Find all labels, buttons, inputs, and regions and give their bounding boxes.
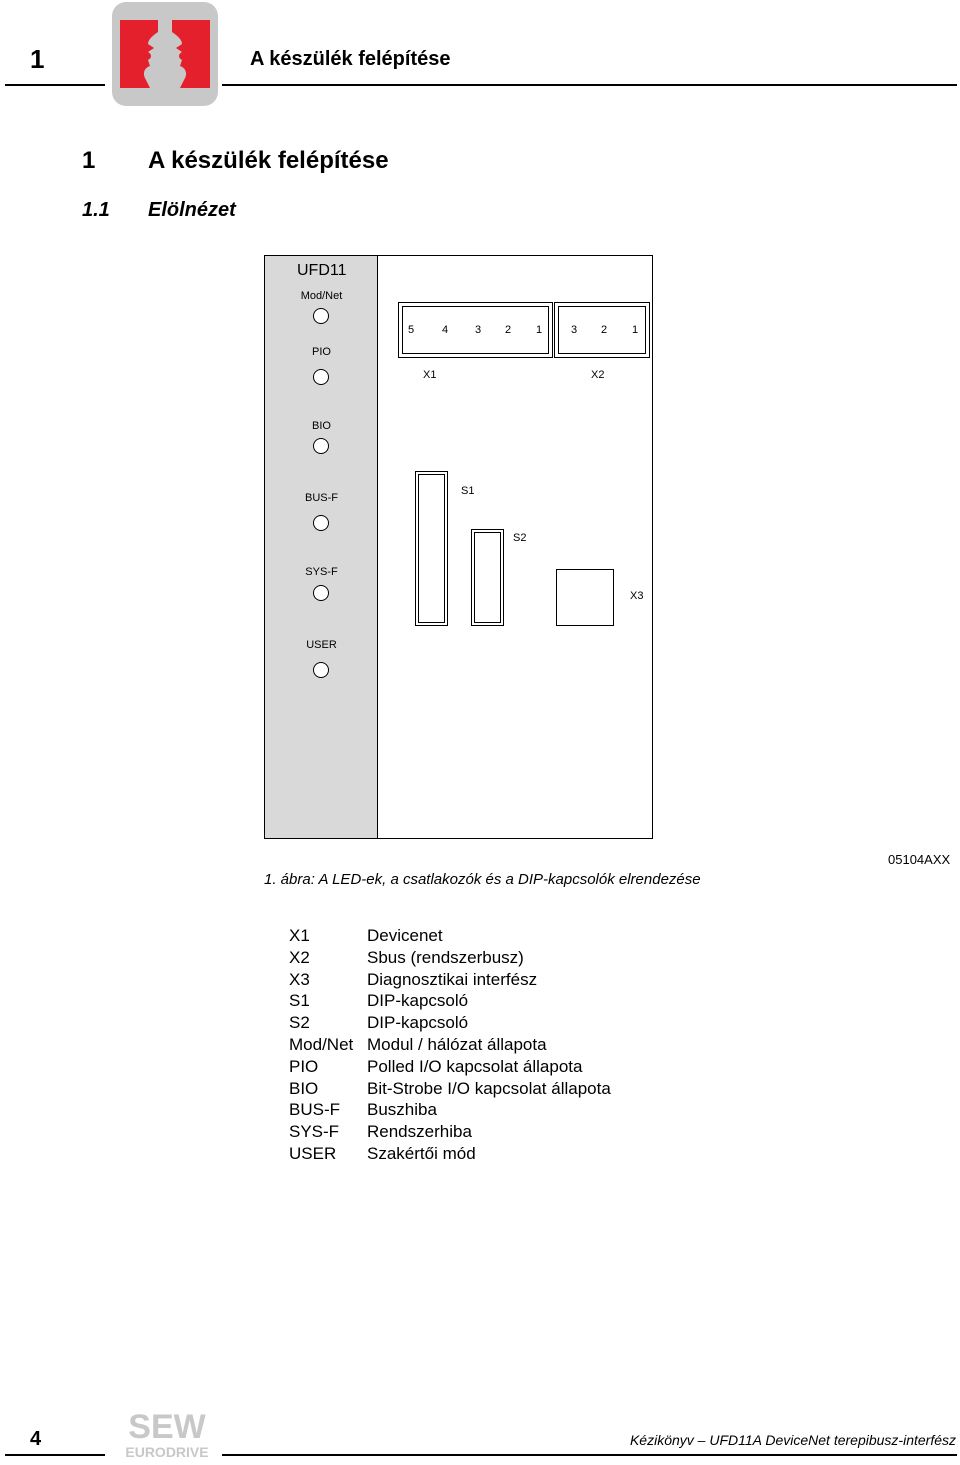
- legend-row: [289, 947, 611, 969]
- x1-label: X1: [423, 369, 437, 381]
- header-rule: [222, 84, 957, 86]
- x1-pin: 5: [408, 324, 415, 336]
- legend-desc: DIP-kapcsoló: [367, 1013, 469, 1033]
- heading2-number: 1.1: [82, 199, 110, 221]
- legend-row: [289, 969, 611, 991]
- legend-desc: Buszhiba: [367, 1100, 437, 1120]
- legend-row: [289, 1012, 611, 1034]
- led-label-pio: PIO: [312, 346, 331, 358]
- legend-key: USER: [289, 1143, 337, 1163]
- legend-key: X3: [289, 969, 310, 989]
- dip-switch-s1: [415, 471, 448, 626]
- legend-desc: Szakértői mód: [367, 1143, 476, 1163]
- logo-brand-bottom: EURODRIVE: [125, 1444, 209, 1460]
- legend-key: BUS-F: [289, 1100, 340, 1120]
- legend-key: S2: [289, 1013, 310, 1033]
- legend-key: PIO: [289, 1056, 319, 1076]
- legend-desc: Bit-Strobe I/O kapcsolat állapota: [367, 1078, 611, 1098]
- legend-key: X1: [289, 926, 310, 945]
- heading1-number: 1: [82, 147, 96, 174]
- dip-switch-s2: [471, 529, 504, 626]
- led-modnet: [313, 308, 329, 324]
- legend-row: [289, 1143, 611, 1165]
- x2-pin: 1: [632, 324, 639, 336]
- x1-pin: 2: [505, 324, 512, 336]
- legend-list: [289, 925, 611, 1165]
- s1-label: S1: [461, 485, 475, 497]
- x2-pin: 2: [601, 324, 608, 336]
- led-panel: [265, 256, 378, 838]
- led-pio: [313, 369, 329, 385]
- legend-desc: Diagnosztikai interfész: [367, 969, 538, 989]
- legend-key: S1: [289, 991, 310, 1011]
- x2-pin: 3: [571, 324, 578, 336]
- led-label-modnet: Mod/Net: [300, 290, 343, 302]
- legend-desc: DIP-kapcsoló: [367, 991, 469, 1011]
- legend-row: [289, 1099, 611, 1121]
- x2-label: X2: [591, 369, 605, 381]
- led-label-bio: BIO: [312, 420, 331, 432]
- led-label-sysf: SYS-F: [305, 566, 338, 578]
- legend-desc: Modul / hálózat állapota: [367, 1034, 547, 1054]
- led-busf: [313, 515, 329, 531]
- legend-desc: Polled I/O kapcsolat állapota: [367, 1056, 583, 1076]
- chapter-title: A készülék felépítése: [250, 48, 451, 70]
- led-sysf: [313, 585, 329, 601]
- chapter-number: 1: [30, 44, 45, 74]
- led-label-busf: BUS-F: [305, 492, 338, 504]
- sew-eurodrive-logo: [112, 1410, 222, 1460]
- x1-pin: 3: [475, 324, 482, 336]
- legend-key: X2: [289, 947, 310, 967]
- device-front-view: [264, 255, 653, 839]
- led-bio: [313, 438, 329, 454]
- header-rule-left: [5, 84, 105, 86]
- figure-caption: 1. ábra: A LED-ek, a csatlakozók és a DIP-kapcsolók elrendezése: [264, 871, 701, 888]
- faces-icon: [112, 2, 218, 106]
- heading2-text: Elölnézet: [148, 199, 236, 221]
- document-title: Kézikönyv – UFD11A DeviceNet terepibusz-interfész: [629, 1432, 956, 1448]
- legend-desc: Devicenet: [367, 926, 443, 945]
- legend-row: [289, 1121, 611, 1143]
- heading1-text: A készülék felépítése: [148, 147, 389, 174]
- s2-label: S2: [513, 532, 527, 544]
- legend-row: [289, 1056, 611, 1078]
- legend-key: Mod/Net: [289, 1034, 354, 1054]
- legend-key: SYS-F: [289, 1122, 340, 1142]
- led-label-user: USER: [306, 639, 337, 651]
- device-name: UFD11: [297, 262, 347, 279]
- legend-desc: Sbus (rendszerbusz): [367, 947, 524, 967]
- legend-row: [289, 925, 611, 947]
- x1-pin: 1: [536, 324, 543, 336]
- x3-label: X3: [630, 590, 644, 602]
- figure-code: 05104AXX: [888, 852, 951, 867]
- led-user: [313, 662, 329, 678]
- connector-x3: [556, 569, 614, 626]
- legend-row: [289, 990, 611, 1012]
- legend-row: [289, 1034, 611, 1056]
- logo-brand-top: SEW: [128, 1410, 206, 1446]
- x1-pin: 4: [442, 324, 449, 336]
- page-number: 4: [30, 1428, 42, 1450]
- legend-desc: Rendszerhiba: [367, 1122, 472, 1142]
- footer-rule-left: [5, 1454, 105, 1456]
- legend-row: [289, 1078, 611, 1100]
- footer-rule: [222, 1454, 957, 1456]
- legend-key: BIO: [289, 1078, 319, 1098]
- chapter-logo: [112, 2, 218, 106]
